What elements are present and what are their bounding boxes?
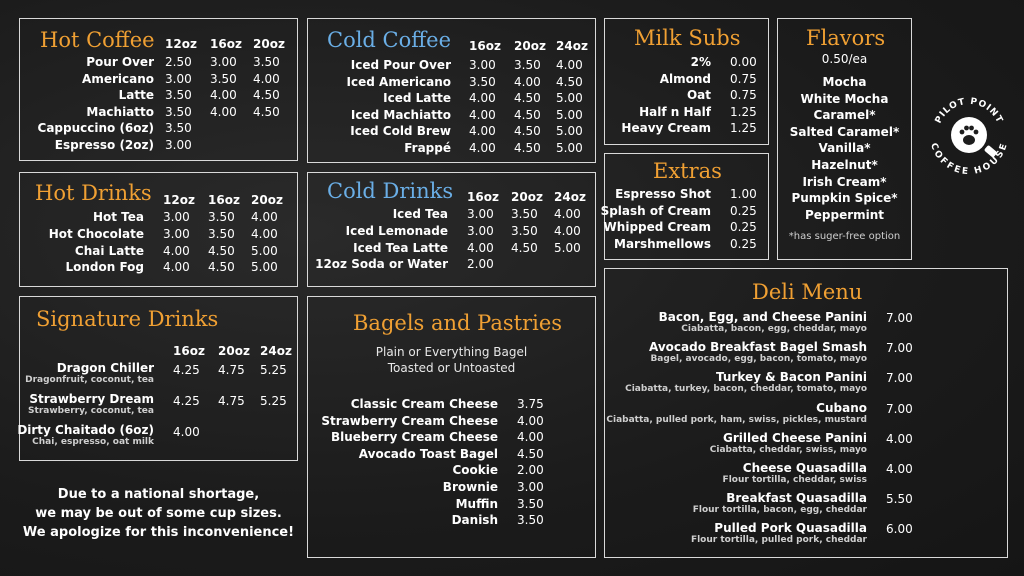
item-price: 3.50 [514, 58, 541, 72]
menu-row [20, 244, 297, 260]
item-price: 4.00 [556, 58, 583, 72]
item-price: 3.50 [511, 223, 538, 238]
item-description: Flour tortilla, cheddar, swiss [722, 475, 867, 485]
item-price: 3.50 [210, 71, 237, 86]
item-name: Grilled Cheese Panini [723, 430, 867, 445]
item-price: 4.00 [469, 107, 496, 122]
item-price: 3.00 [165, 71, 192, 86]
item-price: 5.00 [556, 124, 583, 139]
item-price: 3.00 [517, 480, 544, 494]
extras-panel [600, 153, 769, 260]
flavors-panel [777, 18, 912, 260]
menu-row [605, 370, 1007, 398]
notice-line: Due to a national shortage, [57, 487, 260, 502]
size-header: 16oz [469, 39, 501, 53]
size-header: 16oz [173, 344, 205, 358]
cold-drinks-title: Cold Drinks [327, 179, 454, 203]
item-name: Pour Over [86, 55, 154, 69]
item-price: 2.00 [517, 463, 544, 478]
size-header: 20oz [218, 344, 250, 358]
item-price: 4.00 [886, 431, 913, 446]
size-header: 20oz [251, 193, 283, 207]
size-header: 24oz [260, 344, 292, 358]
menu-row [308, 447, 595, 463]
size-header: 16oz [208, 193, 240, 207]
item-price: 3.00 [210, 55, 237, 69]
item-price: 4.50 [556, 74, 583, 89]
menu-row [308, 480, 595, 496]
item-price: 4.50 [517, 446, 544, 461]
flavor-item: Hazelnut* [811, 158, 878, 172]
menu-row [308, 430, 595, 446]
item-price: 4.50 [208, 243, 235, 258]
item-price: 4.00 [251, 210, 278, 224]
menu-row [605, 88, 768, 104]
item-price: 3.50 [165, 104, 192, 119]
item-name: Latte [118, 88, 154, 103]
menu-row [605, 461, 1007, 489]
item-name: Heavy Cream [621, 121, 711, 136]
menu-row [308, 141, 595, 157]
size-header: 20oz [514, 39, 546, 53]
item-price: 4.50 [253, 88, 280, 103]
item-description: Ciabatta, turkey, bacon, cheddar, tomato, mayo [625, 384, 867, 395]
item-price: 4.50 [208, 260, 235, 275]
bagels-panel [307, 296, 596, 558]
item-price: 4.00 [469, 91, 496, 106]
item-price: 0.75 [730, 88, 757, 103]
menu-row [20, 392, 297, 420]
menu-row [605, 340, 1007, 368]
item-price: 3.75 [517, 397, 544, 411]
item-price: 5.25 [260, 394, 287, 408]
item-name: Oat [686, 88, 711, 103]
pilot-point-logo [924, 90, 1014, 180]
item-price: 3.00 [467, 223, 494, 238]
menu-row [308, 58, 595, 74]
menu-row [605, 187, 768, 203]
milk-subs-panel [604, 18, 769, 145]
size-header: 24oz [554, 190, 586, 204]
menu-row [308, 108, 595, 124]
flavors-title: Flavors [806, 26, 886, 50]
menu-row [605, 55, 768, 71]
item-name: Americano [82, 71, 154, 86]
flavor-item: Vanilla* [818, 141, 871, 156]
item-name: Machiatto [86, 104, 154, 119]
item-name: Marshmellows [614, 236, 711, 251]
item-name: Espresso (2oz) [54, 138, 154, 152]
flavor-item: White Mocha [800, 91, 889, 106]
item-price: 0.75 [730, 71, 757, 86]
item-name: Iced Latte [383, 91, 451, 106]
item-name: Cappuccino (6oz) [37, 121, 154, 136]
item-name: Cubano [816, 400, 867, 415]
item-name: Bacon, Egg, and Cheese Panini [658, 310, 867, 324]
item-price: 4.00 [163, 260, 190, 275]
cold-coffee-panel [307, 18, 596, 163]
size-header: 16oz [210, 37, 242, 51]
bagels-title: Bagels and Pastries [353, 311, 563, 335]
item-name: Blueberry Cream Cheese [330, 430, 498, 445]
item-price: 4.25 [173, 363, 200, 377]
item-price: 4.00 [554, 223, 581, 238]
cup-shortage-notice [19, 485, 298, 542]
menu-row [20, 210, 297, 226]
flavors-price: 0.50/ea [821, 52, 868, 66]
item-name: Espresso Shot [615, 187, 711, 201]
flavor-item: Mocha [822, 75, 867, 89]
item-description: Ciabatta, bacon, egg, cheddar, mayo [681, 324, 867, 334]
size-header: 12oz [165, 37, 197, 51]
item-name: Breakfast Quasadilla [726, 491, 867, 506]
item-price: 4.50 [514, 91, 541, 106]
item-name: Splash of Cream [600, 203, 711, 218]
item-price: 4.25 [173, 394, 200, 408]
item-price: 0.00 [730, 55, 757, 69]
menu-row [605, 491, 1007, 519]
item-price: 4.00 [554, 207, 581, 221]
item-price: 5.00 [251, 243, 278, 258]
item-price: 4.00 [253, 71, 280, 86]
flavor-item: Pumpkin Spice* [791, 191, 898, 206]
flavors-note: *has suger-free option [788, 231, 901, 242]
item-price: 5.00 [554, 240, 581, 255]
item-price: 4.00 [469, 124, 496, 139]
item-description: Flour tortilla, bacon, egg, cheddar [692, 505, 867, 516]
menu-row [605, 105, 768, 121]
item-price: 5.00 [251, 260, 278, 275]
item-name: London Fog [65, 260, 144, 275]
size-header: 24oz [556, 39, 588, 53]
item-description: Chai, espresso, oat milk [32, 437, 154, 447]
item-name: Cookie [452, 463, 498, 478]
hot-coffee-title: Hot Coffee [40, 28, 155, 52]
menu-row [308, 513, 595, 529]
item-price: 4.50 [514, 141, 541, 155]
hot-drinks-title: Hot Drinks [35, 181, 152, 205]
item-price: 3.00 [163, 210, 190, 224]
item-price: 4.00 [517, 413, 544, 428]
item-price: 3.50 [469, 74, 496, 89]
menu-row [20, 55, 297, 71]
menu-row [605, 72, 768, 88]
logo-bottom-text: COFFEE HOUSE [928, 141, 1010, 177]
item-name: Hot Chocolate [48, 226, 144, 241]
item-price: 2.50 [165, 55, 192, 69]
item-price: 4.50 [511, 240, 538, 255]
menu-row [605, 401, 1007, 429]
item-name: Iced Lemonade [345, 223, 448, 238]
size-header: 20oz [511, 190, 543, 204]
hot-drinks-panel [19, 172, 298, 287]
item-price: 0.25 [730, 203, 757, 218]
bagels-subtitle: Toasted or Untoasted [387, 361, 516, 375]
item-price: 7.00 [886, 341, 913, 356]
item-price: 1.25 [730, 104, 757, 119]
size-header: 16oz [467, 190, 499, 204]
item-price: 3.50 [511, 207, 538, 221]
item-price: 2.00 [467, 257, 494, 272]
logo-top-text: PILOT POINT [933, 96, 1005, 126]
item-name: Avocado Toast Bagel [358, 446, 498, 461]
menu-row [605, 237, 768, 253]
item-price: 4.75 [218, 394, 245, 408]
menu-row [605, 431, 1007, 459]
item-price: 4.00 [517, 430, 544, 445]
menu-row [308, 414, 595, 430]
hot-coffee-panel [19, 18, 298, 161]
signature-title: Signature Drinks [36, 307, 219, 331]
menu-row [308, 91, 595, 107]
cold-drinks-panel [307, 172, 596, 287]
menu-row [20, 105, 297, 121]
item-price: 3.50 [208, 226, 235, 241]
flavor-item: Irish Cream* [802, 174, 887, 189]
menu-row [605, 121, 768, 137]
item-price: 3.00 [469, 58, 496, 72]
item-price: 1.00 [730, 187, 757, 201]
item-price: 5.00 [556, 141, 583, 155]
item-price: 5.00 [556, 107, 583, 122]
item-price: 3.00 [163, 226, 190, 241]
item-name: Iced Tea [392, 207, 448, 221]
item-price: 3.50 [517, 513, 544, 528]
notice-line: we may be out of some cup sizes. [35, 506, 282, 521]
item-price: 3.00 [165, 138, 192, 152]
item-price: 5.50 [886, 492, 913, 507]
menu-row [308, 257, 595, 273]
item-name: Iced Machiatto [350, 107, 451, 122]
item-price: 0.25 [730, 220, 757, 235]
menu-row [308, 207, 595, 223]
deli-title: Deli Menu [752, 280, 863, 304]
item-price: 4.00 [210, 88, 237, 103]
item-name: Frappé [404, 141, 451, 155]
signature-drinks-panel [19, 296, 298, 461]
item-name: Strawberry Dream [29, 392, 154, 406]
menu-row [308, 224, 595, 240]
menu-row [20, 121, 297, 137]
menu-row [605, 310, 1007, 338]
item-price: 4.00 [514, 74, 541, 89]
item-description: Ciabatta, cheddar, swiss, mayo [709, 444, 867, 455]
menu-row [308, 124, 595, 140]
flavor-item: Caramel* [813, 108, 876, 123]
item-name: Avocado Breakfast Bagel Smash [649, 340, 867, 355]
item-price: 7.00 [886, 311, 913, 325]
menu-row [605, 521, 1007, 549]
item-name: Iced Americano [346, 74, 451, 89]
menu-row [600, 203, 768, 220]
item-name: Iced Tea Latte [353, 240, 448, 255]
size-header: 12oz [163, 193, 195, 207]
menu-row [20, 88, 297, 104]
menu-row [20, 72, 297, 88]
item-price: 4.00 [163, 243, 190, 258]
item-description: Bagel, avocado, egg, bacon, tomato, mayo [650, 354, 867, 365]
menu-row [20, 361, 297, 389]
item-price: 3.50 [208, 210, 235, 224]
item-name: Half n Half [639, 104, 711, 119]
menu-row [308, 75, 595, 91]
item-price: 4.00 [251, 226, 278, 241]
item-price: 3.50 [165, 88, 192, 103]
item-price: 3.50 [165, 121, 192, 136]
item-name: Hot Tea [92, 210, 144, 224]
item-price: 0.25 [730, 236, 757, 251]
item-name: Chai Latte [74, 243, 144, 258]
flavor-item: Peppermint [804, 207, 885, 222]
menu-row [17, 423, 297, 451]
deli-panel [604, 268, 1008, 558]
item-price: 4.00 [886, 462, 913, 476]
item-price: 3.50 [253, 55, 280, 69]
menu-row [308, 463, 595, 479]
item-price: 4.00 [469, 141, 496, 155]
item-description: Ciabatta, pulled pork, ham, swiss, pickles, mustard [606, 414, 867, 425]
menu-row [20, 138, 297, 154]
item-price: 3.00 [467, 207, 494, 221]
item-name: Iced Pour Over [350, 58, 451, 72]
item-name: Dragon Chiller [56, 361, 154, 375]
item-price: 6.00 [886, 522, 913, 537]
item-name: Classic Cream Cheese [350, 397, 498, 411]
item-description: Strawberry, coconut, tea [28, 406, 154, 416]
menu-row [20, 260, 297, 276]
menu-row [308, 241, 595, 257]
notice-line: We apologize for this inconvenience! [22, 525, 295, 540]
menu-row [308, 497, 595, 513]
item-price: 3.50 [517, 496, 544, 511]
bagels-subtitle: Plain or Everything Bagel [375, 345, 528, 359]
item-price: 4.00 [210, 104, 237, 119]
item-name: Strawberry Cream Cheese [321, 413, 498, 428]
cold-coffee-title: Cold Coffee [327, 28, 452, 52]
item-name: Dirty Chaitado (6oz) [17, 423, 154, 437]
item-price: 5.00 [556, 91, 583, 106]
item-price: 4.50 [514, 124, 541, 139]
flavor-item: Salted Caramel* [789, 124, 900, 139]
item-description: Flour tortilla, pulled pork, cheddar [690, 535, 867, 546]
item-name: Turkey & Bacon Panini [716, 370, 867, 385]
milk-subs-title: Milk Subs [634, 26, 741, 50]
item-price: 1.25 [730, 121, 757, 136]
item-price: 4.50 [514, 107, 541, 122]
menu-row [605, 220, 768, 236]
item-name: 12oz Soda or Water [315, 257, 448, 272]
item-name: Almond [659, 71, 711, 86]
menu-row [308, 397, 595, 413]
item-name: Pulled Pork Quasadilla [714, 521, 867, 536]
item-price: 7.00 [886, 401, 913, 416]
item-price: 5.25 [260, 363, 287, 377]
item-name: 2% [690, 55, 711, 69]
item-name: Muffin [455, 496, 498, 511]
item-price: 7.00 [886, 371, 913, 386]
item-price: 4.00 [467, 240, 494, 255]
item-name: Iced Cold Brew [350, 124, 451, 139]
extras-title: Extras [653, 159, 722, 183]
item-name: Whipped Cream [603, 220, 711, 235]
item-description: Dragonfruit, coconut, tea [25, 375, 154, 385]
size-header: 20oz [253, 37, 285, 51]
item-price: 4.00 [173, 425, 200, 439]
item-name: Danish [451, 513, 498, 528]
menu-row [20, 227, 297, 243]
item-name: Cheese Quasadilla [742, 461, 867, 475]
item-name: Brownie [442, 480, 498, 494]
item-price: 4.75 [218, 363, 245, 377]
item-price: 4.50 [253, 104, 280, 119]
